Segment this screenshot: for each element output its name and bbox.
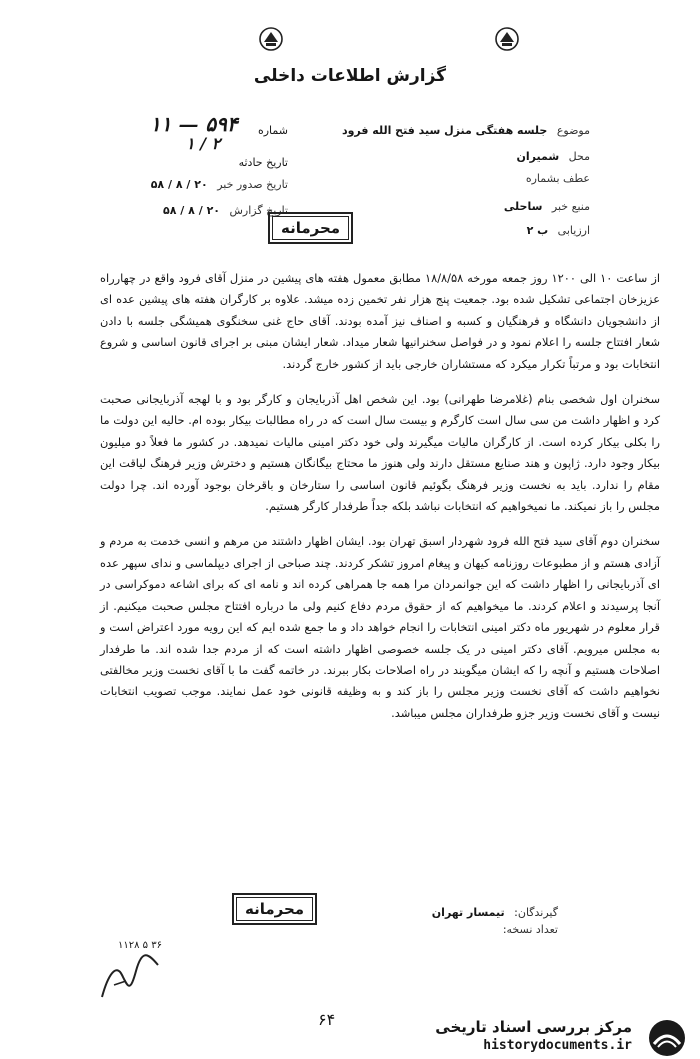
report-date-value: ۲۰ / ۸ / ۵۸	[150, 178, 208, 191]
stamp-text: محرمانه	[236, 897, 313, 921]
report-date-label: تاریخ صدور خبر	[217, 178, 288, 191]
handwritten-signature	[96, 945, 166, 1005]
subject-label: موضوع	[556, 124, 590, 137]
number-sub: ۱ / ۲	[186, 134, 221, 153]
subject-value: جلسه هفتگی منزل سید فتح الله فرود	[341, 124, 548, 137]
stamp-text: محرمانه	[272, 216, 349, 240]
recipients-label: گیرندگان	[517, 906, 558, 919]
report-body	[100, 268, 660, 738]
reference-field	[520, 172, 590, 185]
rating-label: ارزیابی	[557, 224, 590, 237]
place-value: شمیران	[516, 150, 560, 163]
number-value: ۱۱ — ۵۹۴	[150, 112, 238, 136]
place-field	[516, 150, 590, 163]
confidential-stamp-top	[268, 212, 353, 244]
source-value: ساحلی	[503, 200, 543, 213]
page-number: ۶۴	[318, 1010, 336, 1029]
recipients-value: تیمسار تهران	[431, 906, 505, 919]
book-logo-icon	[640, 1018, 694, 1058]
number-label: شماره	[257, 124, 288, 137]
emblem-icon	[494, 26, 520, 52]
copies-label: تعداد نسخه	[506, 923, 558, 936]
receive-date-label: تاریخ گزارش	[229, 204, 288, 217]
source-label: منبع خبر	[551, 200, 590, 213]
emblem-icon	[258, 26, 284, 52]
place-label: محل	[568, 150, 590, 163]
confidential-stamp-bottom	[232, 893, 317, 925]
paragraph-3: سخنران دوم آقای سید فتح الله فرود شهردار اسبق تهران بود. ایشان اظهار داشتند من مرهم و انسی خدمت به مردم و آزادی هستم و از مطبوعات روزنامه کیهان و پیغام امروز تشکر کردند. چند صباحی از اجرای دیپلماسی و ندای سپهر عده ای آذربایجانی را اظهار داشت که این جوانمردان مرا همه جا همراهی کرده اند و نامه ای که برای اشاعه دموکراسی در آنجا پرسیدند و اعلام کردند. ما میخواهیم که از حقوق مردم دفاع کنیم ولی ما درباره افتتاح مجلس صحبت میکنیم. از قرار معلوم در شهریور ماه دکتر امینی انتخابات را انجام خواهد داد و ما جمع شده ایم که این رویه مورد اعتراض است و به مجلس میرویم. آقای دکتر امینی در یک جلسه خصوصی اظهار داشته است که از مردم جدا شده اند. ما طرفدار اصلاحات هستیم و آنچه را که ایشان میگویند در راه اصلاحات بکار ببرند. در خاتمه گفت ما با آقای نخست وزیر مخالفتی نخواهیم داشت که آقای نخست وزیر مجلس را باز کند و به وظیفه قانونی خود عمل نمایند. موجب تصویب انتخابات نیست و آقای نخست وزیر جزو طرفداران مجلس میباشد.	[100, 534, 660, 720]
paragraph-1: از ساعت ۱۰ الی ۱۲۰۰ روز جمعه مورخه ۱۸/۸/۵۸ مطابق معمول هفته های پیشین در منزل آقای فرود واقع در چهارراه عزیزخان اجتماعی تشکیل شده بود. جمعیت پنج هزار نفر تخمین زده میشد. علاوه بر کارگران هفته های پیشین عده ای از دانشجویان دانشگاه و فرهنگیان و کسبه و اصناف نیز آمده بودند. آقای حاج غنی سخنگوی همیشگی جلسه با دادن شعار افتتاح جلسه را اعلام نمود و در فواصل سخنرانیها شعار میداد. شعار ایشان مبنی بر اجرای قانون اساسی و شروع انتخابات بود و مرتباً تکرار میکرد که مستشاران خارجی باید از کشور خارج گردند.	[100, 271, 661, 371]
subject-field	[342, 124, 590, 137]
archive-website: historydocuments.ir	[483, 1038, 632, 1053]
rating-field	[527, 224, 590, 237]
source-field	[504, 200, 590, 213]
recipients-row: گیرندگان: تیمسار تهران	[431, 906, 558, 919]
side-number: ۱۱۲۸ ۵ ۳۶	[118, 940, 162, 951]
event-date-label: تاریخ حادثه	[238, 156, 288, 169]
copies-row: تعداد نسخه:	[502, 923, 558, 936]
recipients-block	[432, 906, 558, 936]
archive-branding	[412, 1016, 700, 1059]
rating-value: ب ۲	[526, 224, 549, 237]
archive-name: مرکز بررسی اسناد تاریخی	[435, 1018, 632, 1036]
paragraph-2: سخنران اول شخصی بنام (غلامرضا طهرانی) بود. این شخص اهل آذربایجان و کارگر بود و با لهجه آذربایجانی صحبت کرد و اظهار داشت من سی سال است کارگرم و بیست سال است که در راه مطالبات بیکار بوده ام. حالیه این دولت ما را بکلی بیکار کرده است. از کارگران مالیات میگیرند ولی خود دکتر امینی مالیات نمیدهد. در کشور ما فعلاً دو میلیون بیکار وجود دارد. ژاپون و هند صنایع مستقل دارند ولی هنوز ما محتاج بیگانگان هستیم و دخترش وزیر فرهنگ لیاقت این مقام را ندارد. باید به نخست وزیر فرهنگ بگوئیم قانون اساسی را ستارخان و باقرخان بوجود آورده اند. چرا دولت مجلس را باز نمیکند. ما نمیخواهیم که انتخابات نباشد بلکه جداً طرفدار کارگر هستیم.	[100, 392, 660, 514]
report-date-field	[151, 178, 288, 191]
document-title: گزارش اطلاعات داخلی	[253, 66, 447, 86]
reference-label: عطف بشماره	[525, 172, 590, 185]
receive-date-value: ۲۰ / ۸ / ۵۸	[163, 204, 220, 217]
